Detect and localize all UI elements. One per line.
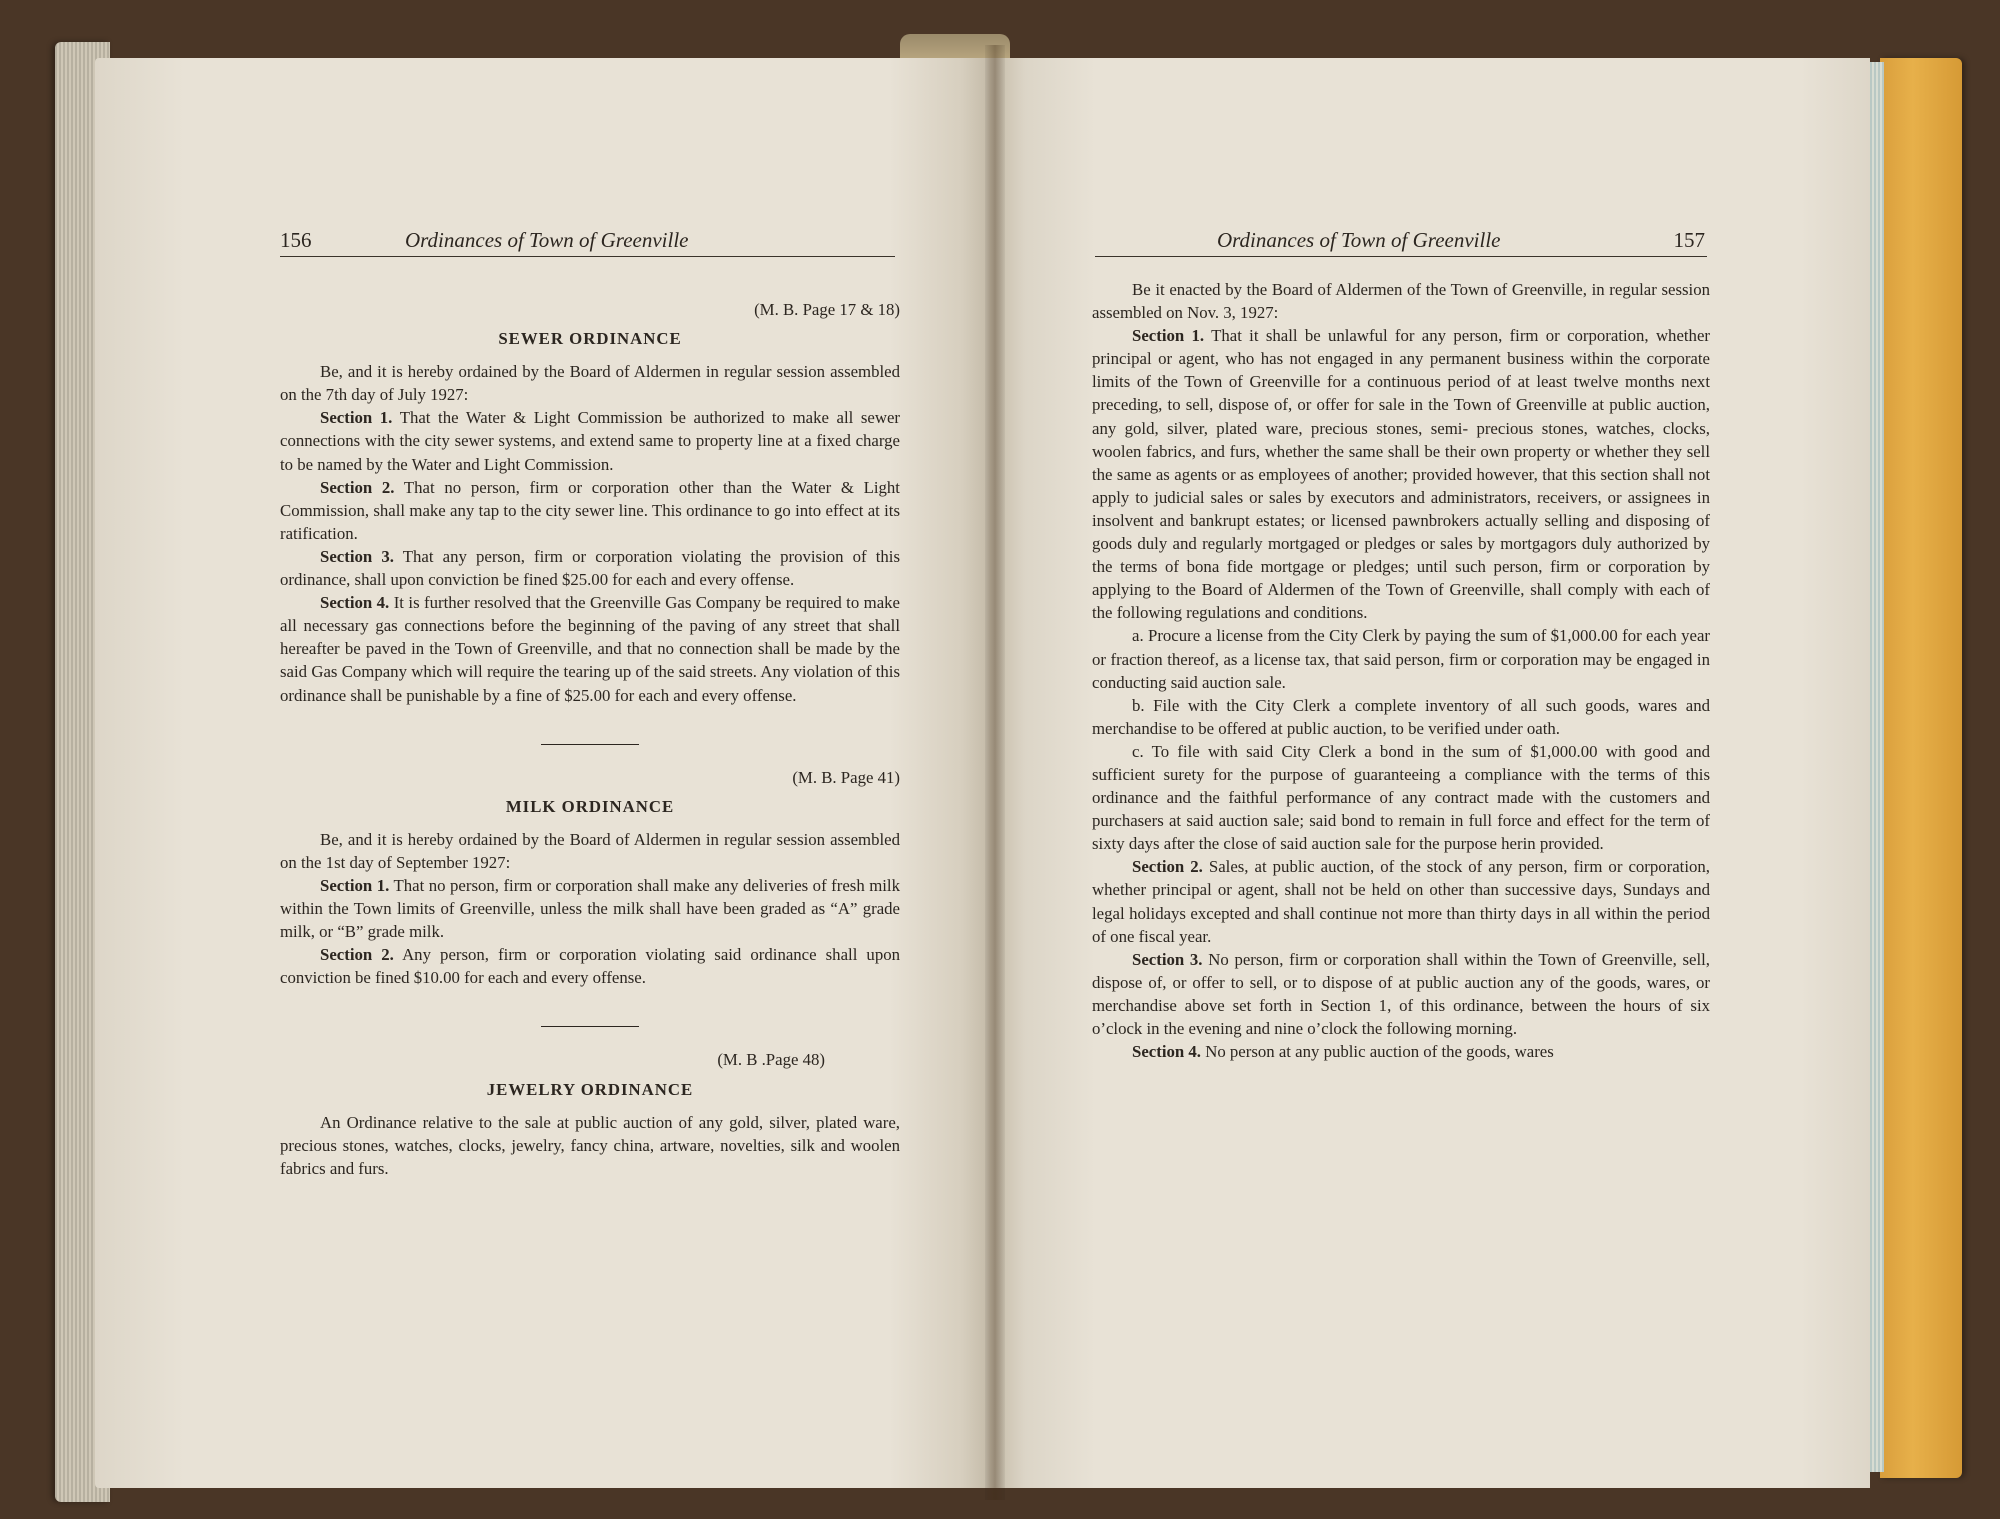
- section-text: No person at any public auction of the goods, wares: [1205, 1042, 1554, 1062]
- section-text: Sales, at public auction, of the stock of any person, firm or corporation, whether principal or agent, shall not be held on other than successive days, Sundays and legal holidays excepted and shall continue not more than thirty days in all within the period of one fiscal year.: [1092, 857, 1710, 946]
- milk-intro: Be, and it is hereby ordained by the Board of Aldermen in regular session assembled on the 1st day of September 1927:: [280, 829, 900, 872]
- right-running-title: Ordinances of Town of Greenville: [1217, 228, 1501, 252]
- gutter-shadow: [985, 45, 1005, 1500]
- left-text-column: [280, 298, 900, 1180]
- milk-section-1: [280, 874, 900, 943]
- book-cover: [1880, 58, 1962, 1478]
- sewer-section-1: [280, 406, 900, 475]
- section-text: That the Water & Light Commission be authorized to make all sewer connections with the city sewer systems, and extend same to property line at a fixed charge to be named by the Water and Light Commission.: [280, 408, 900, 474]
- section-text: It is further resolved that the Greenville Gas Company be required to make all necessary gas connections before the beginning of the paving of any street that shall hereafter be paved in the Town of Greenville, and that no connection shall be made by the said Gas Company which will require the tearing up of the said streets. Any violation of this ordinance shall be punishable by a fine of $25.00 for each and every offense.: [280, 593, 900, 705]
- milk-heading: MILK ORDINANCE: [505, 796, 675, 816]
- regulation-c: c. To file with said City Clerk a bond in the sum of $1,000.00 with good and sufficient surety for the purpose of guaranteeing a compliance with the terms of this ordinance and the faithful performance of any contract made with the customers and purchasers at said auction sale; said bond to remain in full force and effect for the term of sixty days after the close of said auction sale for the purpose herin provided.: [1092, 741, 1710, 854]
- section-text: That no person, firm or corporation shall make any deliveries of fresh milk within the Town limits of Greenville, unless the milk shall have been graded as “A” grade milk, or “B” grade milk.: [280, 875, 900, 942]
- right-running-head: [1095, 226, 1707, 257]
- section-text: Any person, firm or corporation violating said ordinance shall upon conviction be fined $10.00 for each and every offense.: [280, 945, 900, 988]
- milk-ref: (M. B. Page 41): [792, 767, 900, 787]
- section-divider: [541, 744, 639, 745]
- regulation-a: a. Procure a license from the City Clerk by paying the sum of $1,000.00 for each year or fraction thereof, as a license tax, that said person, firm or corporation may be engaged in conducting said auction sale.: [1092, 626, 1710, 692]
- sewer-section-4: [280, 591, 900, 706]
- section-label: Section 4.: [320, 593, 390, 613]
- section-label: Section 3.: [320, 546, 394, 566]
- section-label: Section 2.: [320, 945, 394, 965]
- jewelry-ref: (M. B .Page 48): [717, 1050, 825, 1070]
- section-label: Section 2.: [1132, 857, 1203, 877]
- jewelry-enactment: Be it enacted by the Board of Aldermen of the Town of Greenville, in regular session assembled on Nov. 3, 1927:: [1092, 280, 1710, 323]
- section-label: Section 1.: [320, 875, 390, 895]
- jewelry-section-2: [1092, 855, 1710, 947]
- section-label: Section 1.: [320, 408, 393, 428]
- section-label: Section 1.: [1132, 326, 1205, 346]
- left-running-title: Ordinances of Town of Greenville: [405, 228, 689, 252]
- left-running-head: [280, 226, 895, 257]
- regulation-b: b. File with the City Clerk a complete inventory of all such goods, wares and merchandise to be offered at public auction, to be verified under oath.: [1092, 695, 1710, 738]
- right-text-column: [1092, 278, 1710, 1063]
- jewelry-heading: JEWELRY ORDINANCE: [486, 1079, 694, 1099]
- sewer-intro: Be, and it is hereby ordained by the Board of Aldermen in regular session assembled on the 7th day of July 1927:: [280, 362, 900, 405]
- sewer-section-2: [280, 476, 900, 545]
- sewer-ref: (M. B. Page 17 & 18): [754, 300, 900, 319]
- section-label: Section 3.: [1132, 949, 1203, 969]
- jewelry-section-4: [1092, 1040, 1710, 1063]
- sewer-heading: SEWER ORDINANCE: [498, 329, 682, 349]
- section-divider: [541, 1026, 639, 1027]
- jewelry-intro: An Ordinance relative to the sale at public auction of any gold, silver, plated ware, precious stones, watches, clocks, jewelry, fancy china, artware, novelties, silk and woolen fabrics and furs.: [280, 1112, 900, 1178]
- left-page-number: 156: [280, 228, 312, 252]
- milk-section-2: [280, 943, 900, 989]
- section-label: Section 4.: [1132, 1042, 1201, 1062]
- sewer-section-3: [280, 545, 900, 591]
- jewelry-section-1: [1092, 324, 1710, 624]
- section-label: Section 2.: [320, 477, 395, 497]
- section-text: No person, firm or corporation shall within the Town of Greenville, sell, dispose of, or offer to sell, or to dispose of at public auction any of the goods, wares, or merchandise above set forth in Section 1, of this ordinance, between the hours of six o’clock in the evening and nine o’clock the following morning.: [1092, 949, 1710, 1038]
- right-page-number: 157: [1673, 228, 1705, 252]
- section-text: That it shall be unlawful for any person, firm or corporation, whether principal or agent, who has not engaged in any permanent business within the corporate limits of the Town of Greenville for a continuous period of at least twelve months next preceding, to sell, dispose of, or offer for sale in the Town of Greenville at public auction, any gold, silver, plated ware, precious stones, semi- precious stones, watches, clocks, woolen fabrics, and furs, whether the same shall be their own property or whether they sell the same as agents or as employees of another; provided however, that this section shall not apply to judicial sales or sales by executors and administrators, receivers, or assignees in insolvent and bankrupt estates; or licensed pawnbrokers actually selling and disposing of goods duly and regularly mortgaged or pledges or sales by mortgagors duly authorized by the terms of bona fide mortgage or pledges; until such person, firm or corporation by applying to the Board of Aldermen of the Town of Greenville, shall comply with each of the following regulations and conditions.: [1092, 326, 1710, 623]
- jewelry-section-3: [1092, 948, 1710, 1040]
- section-text: That any person, firm or corporation violating the provision of this ordinance, shall upon conviction be fined $25.00 for each and every offense.: [280, 546, 900, 590]
- section-text: That no person, firm or corporation other than the Water & Light Commission, shall make any tap to the city sewer line. This ordinance to go into effect at its ratification.: [280, 477, 900, 543]
